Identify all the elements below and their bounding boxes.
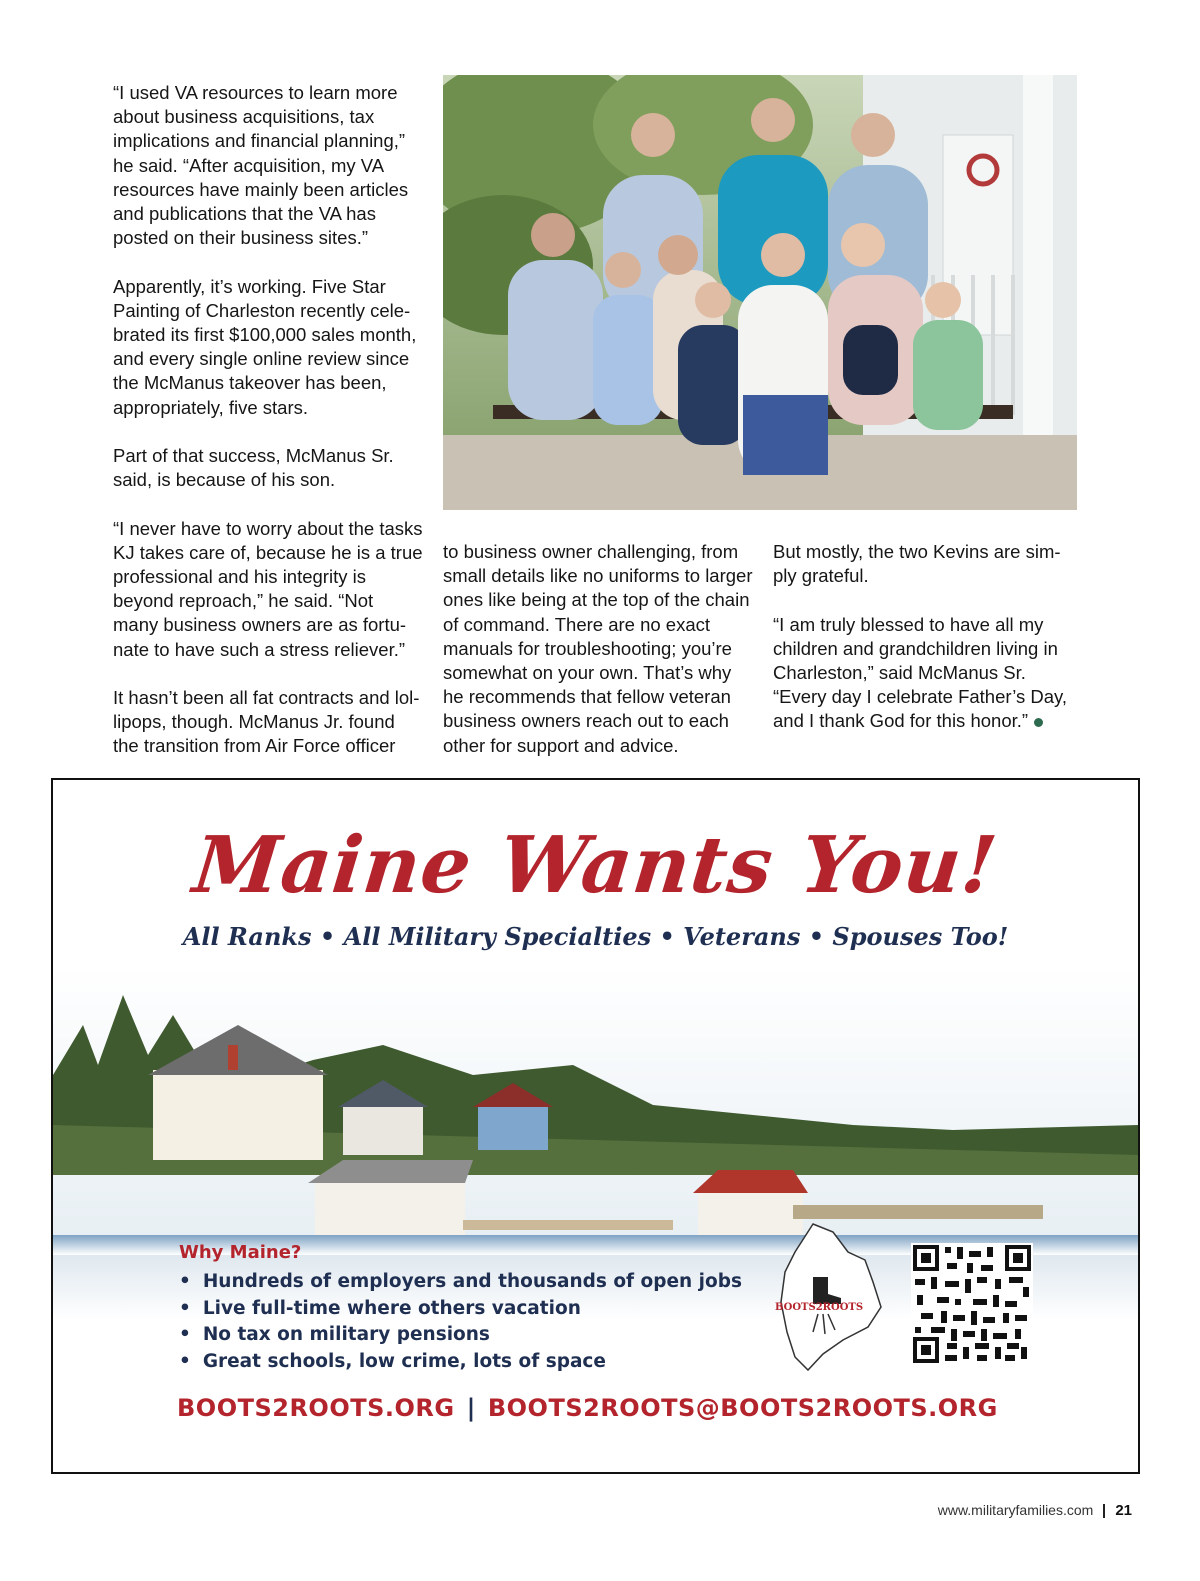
why-maine-list	[179, 1242, 742, 1375]
harbor-scene-image	[53, 965, 1138, 1255]
paragraph	[773, 613, 1083, 734]
maine-advertisement	[51, 778, 1140, 1474]
page-footer	[938, 1502, 1132, 1519]
list-item: • No tax on military pensions	[179, 1322, 742, 1349]
paragraph: “I never have to worry about the tasks KJ takes care of, because he is a true professional and his integrity is beyond reproach,” he said. “Not many business owners are as fortu-nate to have such a stress reliever.”	[113, 517, 423, 660]
paragraph: to business owner challenging, from small details like no uniforms to larger ones like being at the top of the chain of command. There are no exact manuals for troubleshooting; you’re somewhat on your own. That’s why he recommends that fellow veteran business owners reach out to each other for support and advice.	[443, 541, 753, 756]
article-column-1	[113, 81, 423, 759]
paragraph: Apparently, it’s working. Five Star Painting of Charleston recently cele-brated its first $100,000 sales month, and every single online review since the McManus takeover has been, appropriately, five stars.	[113, 275, 417, 418]
ad-subheadline: All Ranks • All Military Specialties • Veterans • Spouses Too!	[182, 922, 1009, 951]
email-link[interactable]: BOOTS2ROOTS@BOOTS2ROOTS.ORG	[487, 1394, 998, 1422]
separator: |	[466, 1394, 476, 1422]
family-photo	[443, 75, 1077, 510]
list-item: • Live full-time where others vacation	[179, 1296, 742, 1323]
ad-headline: Maine Wants You!	[189, 820, 1002, 911]
paragraph-text: “I am truly blessed to have all my children and grandchildren living in Charleston,” said McManus Sr. “Every day I celebrate Father’s Day, and I thank God for this honor.”	[773, 613, 1068, 732]
website-link[interactable]: BOOTS2ROOTS.ORG	[177, 1394, 455, 1422]
end-mark-icon	[1034, 718, 1043, 727]
qr-code-icon[interactable]	[911, 1243, 1033, 1365]
contact-line	[177, 1394, 998, 1422]
article-column-3	[773, 540, 1083, 734]
paragraph: But mostly, the two Kevins are sim-ply grateful.	[773, 541, 1061, 587]
list-item: • Great schools, low crime, lots of space	[179, 1349, 742, 1376]
page-number: 21	[1115, 1502, 1132, 1519]
footer-divider	[1103, 1504, 1105, 1518]
paragraph: It hasn’t been all fat contracts and lol-lipops, though. McManus Jr. found the transition from Air Force officer	[113, 687, 420, 757]
why-maine-title: Why Maine?	[179, 1242, 302, 1263]
paragraph: Part of that success, McManus Sr. said, is because of his son.	[113, 445, 394, 491]
footer-url[interactable]: www.militaryfamilies.com	[937, 1502, 1094, 1518]
article-column-2	[443, 540, 753, 758]
logo-text: BOOTS2ROOTS	[775, 1302, 864, 1313]
list-item: • Hundreds of employers and thousands of open jobs	[179, 1269, 742, 1296]
boots2roots-logo	[773, 1222, 888, 1372]
paragraph: “I used VA resources to learn more about business acquisitions, tax implications and financial planning,” he said. “After acquisition, my VA resources have mainly been articles and publications that the VA has posted on their business sites.”	[113, 82, 409, 249]
